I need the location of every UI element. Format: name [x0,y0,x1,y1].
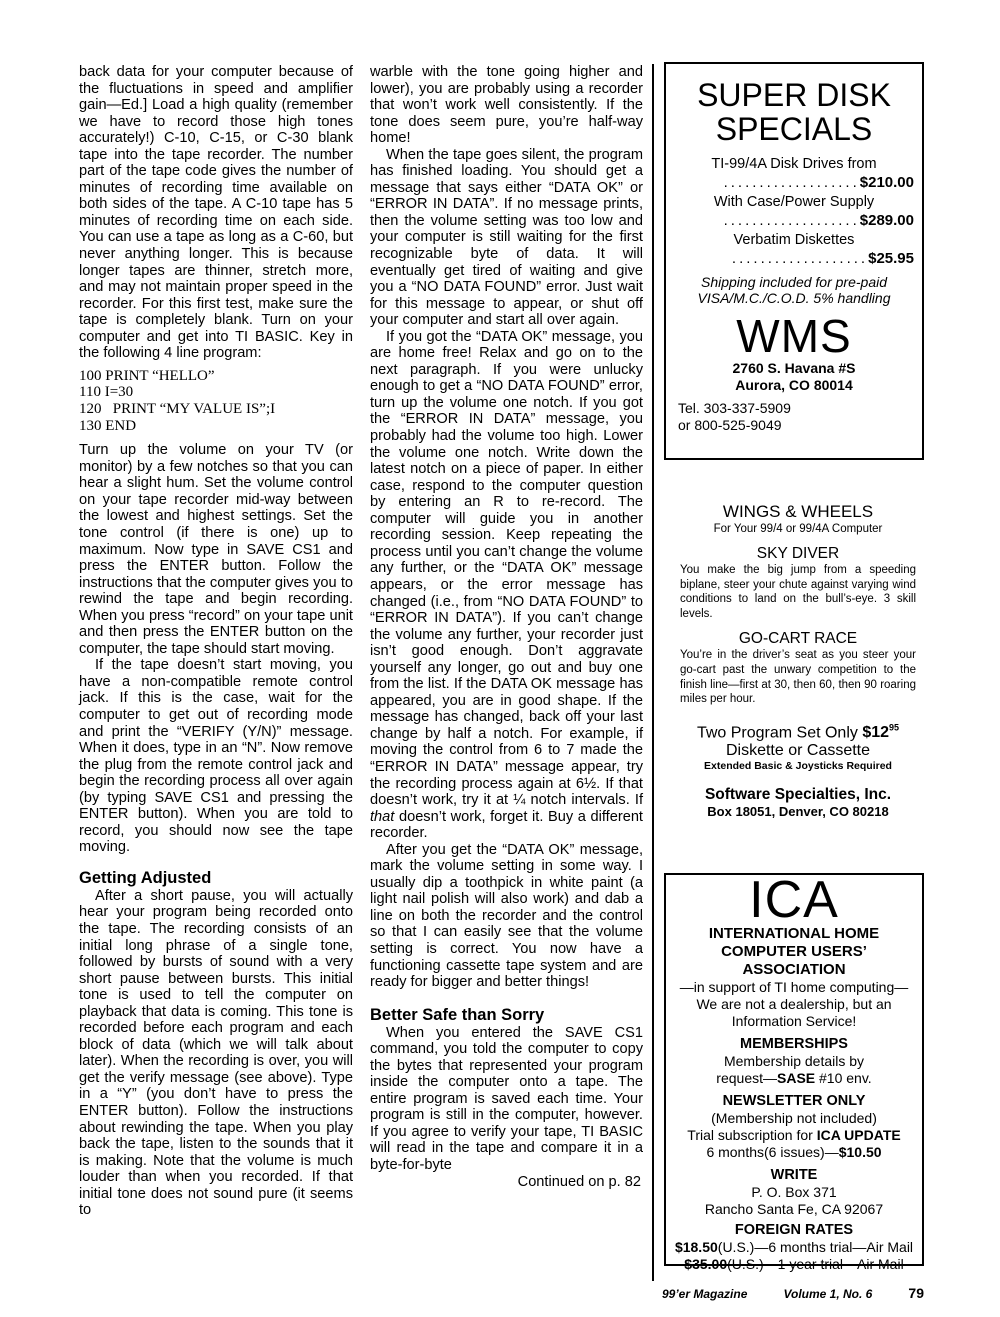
shipping-note: Shipping included for pre-paid [700,274,887,290]
product-price: ...................$289.00 [723,212,914,229]
paragraph: When you entered the SAVE CS1 command, you told the computer to copy the bytes that represented your program inside the computer onto a tape. The entire program is saved each time. Your program is still in the computer, however. If you agree to verify your tape, TI BASIC will read in the tape and compare it in a byte-for-byte [370,1024,643,1173]
wms-logo: WMS [736,310,852,362]
ad-text: Trial subscription for ICA UPDATE [687,1127,901,1143]
organization-name: ASSOCIATION [742,961,846,978]
product-name: Verbatim Diskettes [733,232,855,248]
article-column-left [79,64,353,1219]
ad-title: WINGS & WHEELS [722,502,874,521]
game-description: You make the big jump from a speeding biplane, steer your chute against varying wind conditions to land on the bull’s-eye. 3 skill levels. [680,564,916,620]
requirements-note: Extended Basic & Joysticks Required [704,760,892,773]
magazine-name: 99’er Magazine [662,1287,748,1301]
game-title: GO-CART RACE [738,630,858,648]
super-disk-specials-ad [664,62,924,460]
paragraph: If the tape doesn’t start moving, you have a non-compatible remote control jack. If this is the case, wait for the computer to get out of recording mode and print the “VERIFY (Y/N)” message. When it does, type in an “N”. Now remove the plug from the remote control jack and begin the recording process all over again (by typing SAVE CS1 and pressing the ENTER button). When you are told to record, you should now see the tape moving. [79,657,353,856]
phone-line: or 800-525-9049 [678,417,782,433]
paragraph: After a short pause, you will actually hear your program being recorded onto the tape. The recording consists of an initial long phrase of a single tone, followed by bursts of sound with a very short pause between bursts. This initial tone is used to tell the computer on playback that data is coming. This tone is recorded before each program and each block of data (which we will talk about later). When the recording is over, you will get the verify message (see above). Type in a “Y” (you don’t have to press the ENTER button). Follow the instructions about rewinding the tape. When you play back the tape, listen to the sounds that it is making. Note that the volume is much louder than when you recorded. If that initial tone does not sound pure (it seems to [79,887,353,1219]
ad-text: —in support of TI home computing— [679,979,909,995]
section-heading: MEMBERSHIPS [740,1036,848,1052]
section-heading: Better Safe than Sorry [370,1005,545,1024]
paragraph: Turn up the volume on your TV (or monitor) by a few notches so that you can hear a slight hum. Set the volume control on your tape recorder mid-way between the lowest and highest settings. Set the tone control (if there is one) up to maximum. Now type in SAVE CS1 and press the ENTER button. Follow the instructions that the computer gives you to rewind the tape and begin recording. When you press “record” on your tape unit and then press the ENTER button on the computer, the tape should start moving. [79,442,353,657]
shipping-note: VISA/M.C./C.O.D. 5% handling [697,290,891,306]
organization-name: COMPUTER USERS’ [721,943,867,960]
offer-line: Diskette or Cassette [725,742,871,760]
emphasis: that [370,808,395,825]
section-heading: WRITE [770,1167,818,1183]
section-heading: NEWSLETTER ONLY [722,1093,866,1109]
product-price: ...................$210.00 [723,174,914,191]
ad-text: 6 months(6 issues)—$10.50 [706,1144,882,1160]
product-name: With Case/Power Supply [713,194,875,210]
paragraph: After you get the “DATA OK” message, mark the volume setting in some way. I usually dip a toothpick in white paint (a light nail polish will also work) and dab a line on both the recorder and the control so that I can easily see that the volume setting is correct. You now have a functioning cassette tape system and are ready for bigger and better things! [370,841,643,991]
ad-text: (Membership not included) [711,1110,877,1126]
organization-name: INTERNATIONAL HOME [708,925,880,942]
ad-text: request—SASE #10 env. [716,1070,872,1086]
ad-text: Rancho Santa Fe, CA 92067 [704,1201,884,1217]
wings-and-wheels-ad [680,502,916,820]
address-line: Aurora, CO 80014 [735,377,853,393]
ad-text: $18.50(U.S.)—6 months trial—Air Mail [674,1239,914,1255]
ad-text: P. O. Box 371 [751,1184,837,1200]
ad-text: Membership details by [723,1053,865,1069]
ica-logo: ICA [749,871,839,929]
paragraph: If you got the “DATA OK” message, you are home free! Relax and go on to the next paragraph. If you were unlucky enough to get a “NO DATA FOUND” error, turn up the volume one notch. If you got the “ERROR IN DATA” message, you probably had the volume too high. Lower the volume one notch. Write down the latest notch on a piece of paper. In either case, respond to the computer question by entering an R to re-record. The computer will guide you in another recording session. Keep repeating the process until you can’t change the volume any further, or the “DATA OK” message appears, or the error message has changed (i.e., from “NO DATA FOUND” to “ERROR IN DATA”). If you can’t change the volume any further, your recorder just isn’t good enough. Don’t aggravate yourself any longer, go out and buy one from the list. If the DATA OK message has appeared, you are in good shape. If the message has changed, back off your last change by half a notch. For example, if moving the control from 6 to 7 made the “ERROR IN DATA” message appear, try the recording process again at 6½. If that doesn’t work, try it at ¼ notch intervals. If that doesn’t work, forget it. Buy a different recorder. [370,328,643,842]
ad-text: Information Service! [731,1013,857,1029]
phone-line: Tel. 303-337-5909 [678,400,791,416]
section-heading: Getting Adjusted [79,868,212,887]
paragraph: warble with the tone going higher and lower), you are probably using a recorder that won’t work well consistently. If the tone does seem pure, you’re half-way home! [370,64,643,147]
company-name: Software Specialties, Inc. [704,786,892,804]
paragraph: back data for your computer because of the fluctuations in speed and amplifier gain—Ed.] Load a high quality (remember we have to record those high tones accurately!) C-10, C-15, or C-30 blank tape into the tape recorder. The number part of the tape code gives the number of minutes of recording time available on both sides of the tape. A C-10 tape has 5 minutes of recording time on each side. You can use a tape as long as a C-60, but never anything longer. This is because longer tapes are thinner, stretch more, and may not maintain proper speed in the recorder. For this first test, make sure the tape is completely blank. Turn on your computer and get into TI BASIC. Key in the following 4 line program: [79,64,353,362]
ad-text: $35.00(U.S.)—1 year trial—Air Mail [684,1256,904,1272]
ica-ad [664,871,924,1272]
game-title: SKY DIVER [756,545,840,562]
page-number: 79 [908,1285,924,1301]
ad-subtitle: For Your 99/4 or 99/4A Computer [713,523,883,535]
product-name: TI-99/4A Disk Drives from [711,156,877,172]
address-line: 2760 S. Havana #S [732,360,856,376]
continued-note: Continued on p. 82 [517,1173,641,1190]
section-heading: FOREIGN RATES [734,1222,854,1238]
product-price: ...................$25.95 [731,250,914,267]
page-footer [662,1285,924,1301]
paragraph: When the tape goes silent, the program has finished loading. You should get a message that says either “DATA OK” or “ERROR IN DATA”. If no message prints, then the volume setting was too low and your computer is still waiting for the first recognizable byte of data. It will eventually get tired of waiting and give you a “NO DATA FOUND” error. Just wait for this message to appear, or shut off your computer and start all over again. [370,146,643,329]
article-column-middle [370,64,643,1190]
company-address: Box 18051, Denver, CO 80218 [707,804,889,820]
game-description: You’re in the driver’s seat as you steer your go-cart past the unwary competition to the finish line—first at 30, then 60, then 90 roaring miles per hour. [680,649,916,706]
offer-line: Two Program Set Only $\$12^{95}$ [696,722,900,742]
ad-text: We are not a dealership, but an [696,996,892,1012]
column-divider [652,64,654,1281]
basic-program-listing: 100 PRINT “HELLO” 110 I=30 120 PRINT “MY VALUE IS”;I 130 END [79,367,276,434]
ad-title: SUPER DISK [697,77,891,113]
ad-title: SPECIALS [715,111,873,147]
issue-volume: Volume 1, No. 6 [783,1287,873,1301]
